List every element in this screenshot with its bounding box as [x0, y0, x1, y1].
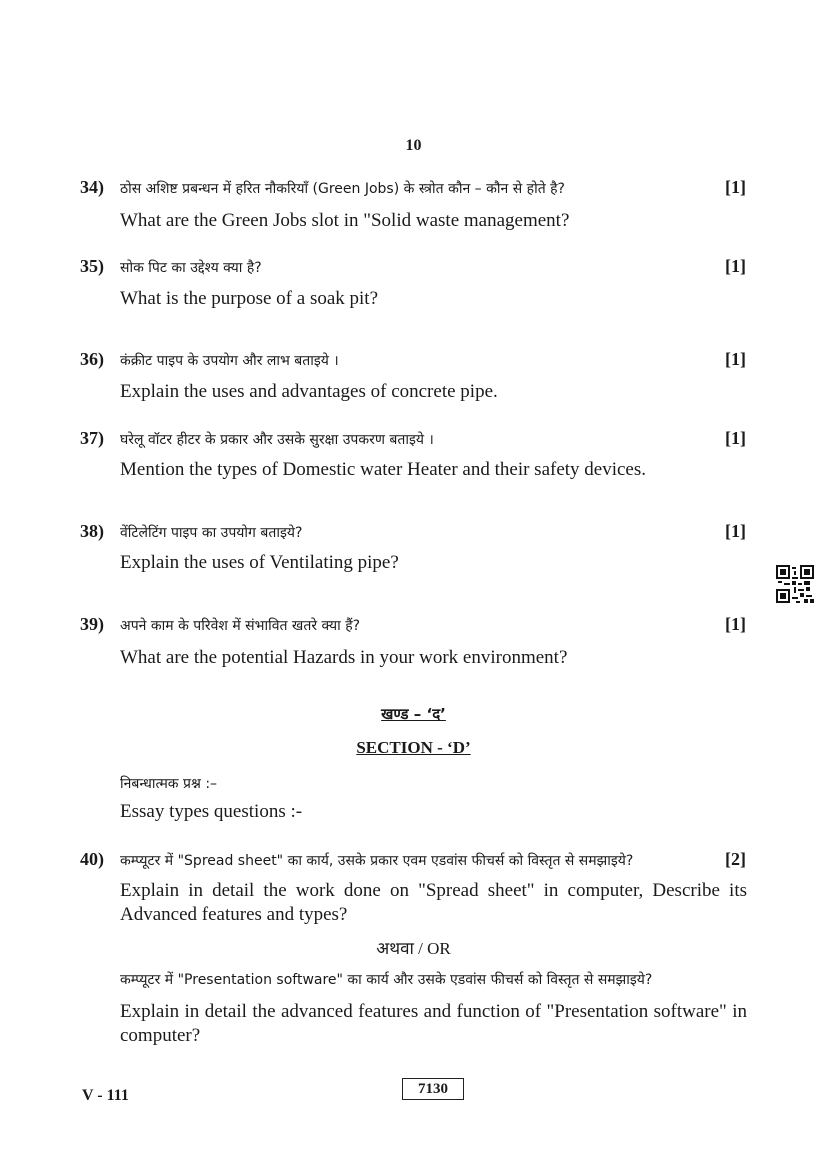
question-number: 37): [80, 428, 104, 448]
section-title-hindi: खण्ड – ‘द’: [381, 705, 446, 723]
question-40-alt-english: Explain in detail the advanced features and function of "Presentation software" in computer?: [120, 1001, 747, 1046]
question-marks: [1]: [725, 428, 746, 448]
question-hindi: कंक्रीट पाइप के उपयोग और लाभ बताइये ।: [120, 353, 339, 369]
footer-code: V - 111: [82, 1087, 129, 1104]
question-english: What is the purpose of a soak pit?: [120, 288, 379, 309]
question-number: 34): [80, 177, 104, 197]
question-40-alt-hindi: कम्प्यूटर में "Presentation software" का कार्य और उसके एडवांस फीचर्स को विस्तृत से समझाइये?: [120, 972, 653, 988]
question-number: 38): [80, 521, 104, 541]
question-hindi: अपने काम के परिवेश में संभावित खतरे क्या हैं?: [120, 618, 361, 634]
qr-code-icon: [776, 565, 814, 603]
question-40-english: Explain in detail the work done on "Spread sheet" in computer, Describe its Advanced features and types?: [120, 880, 747, 925]
instruction-english: Essay types questions :-: [120, 801, 303, 822]
page-number: 10: [405, 137, 422, 154]
question-hindi: सोक पिट का उद्देश्य क्या है?: [120, 260, 262, 276]
question-number: 36): [80, 349, 104, 369]
instruction-hindi: निबन्धात्मक प्रश्न :–: [120, 776, 218, 792]
question-marks: [1]: [725, 614, 746, 634]
question-number: 39): [80, 614, 104, 634]
question-marks: [1]: [725, 177, 746, 197]
question-marks: [1]: [725, 521, 746, 541]
question-marks: [1]: [725, 349, 746, 369]
or-separator: अथवा / OR: [376, 939, 451, 958]
question-hindi: कम्प्यूटर में "Spread sheet" का कार्य, उसके प्रकार एवम एडवांस फीचर्स को विस्तृत से समझाइये?: [120, 853, 634, 869]
question-english: What are the potential Hazards in your work environment?: [120, 647, 568, 668]
question-english: What are the Green Jobs slot in "Solid waste management?: [120, 210, 570, 231]
question-hindi: घरेलू वॉटर हीटर के प्रकार और उसके सुरक्षा उपकरण बताइये ।: [120, 432, 434, 448]
question-english: Explain the uses of Ventilating pipe?: [120, 552, 399, 573]
question-number: 35): [80, 256, 104, 276]
paper-code-box: 7130: [402, 1078, 464, 1100]
section-title-english: SECTION - ‘D’: [356, 738, 471, 757]
question-english: Explain the uses and advantages of concrete pipe.: [120, 381, 498, 402]
question-marks: [2]: [725, 849, 746, 869]
question-number: 40): [80, 849, 104, 869]
question-hindi: ठोस अशिष्ट प्रबन्धन में हरित नौकरियाँ (Green Jobs) के स्त्रोत कौन – कौन से होते है?: [120, 181, 565, 197]
question-english: Mention the types of Domestic water Heater and their safety devices.: [120, 459, 647, 480]
question-marks: [1]: [725, 256, 746, 276]
question-hindi: वेंटिलेटिंग पाइप का उपयोग बताइये?: [120, 525, 303, 541]
